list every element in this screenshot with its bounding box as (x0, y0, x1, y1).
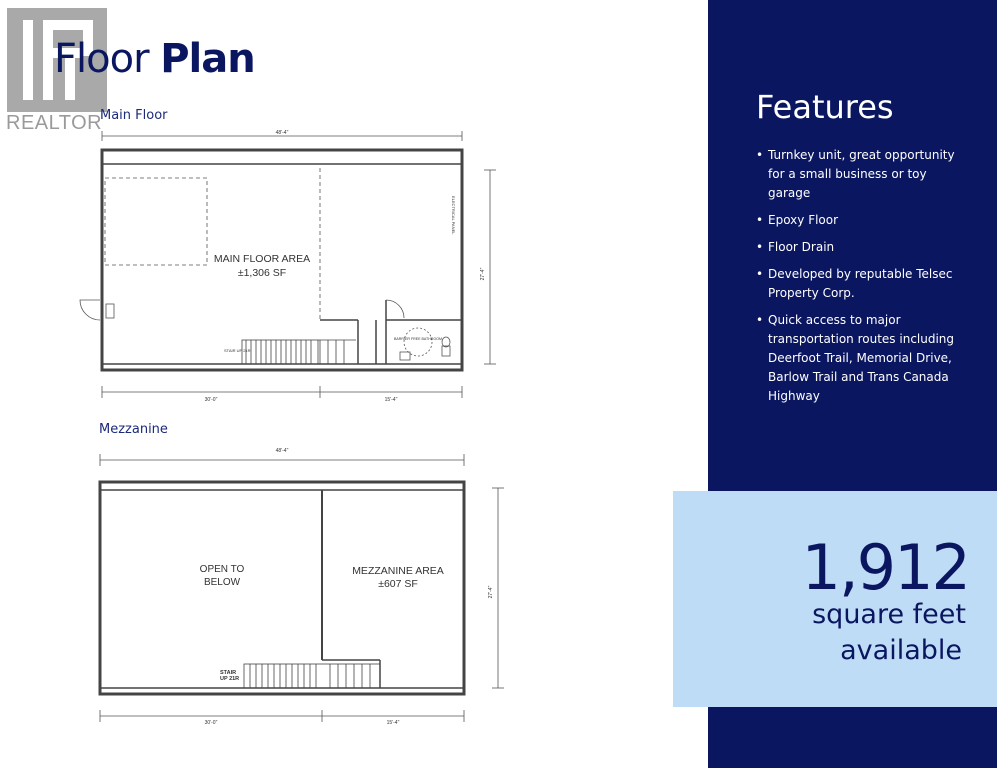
mezz-top-dimension: 48'-4" (275, 448, 289, 454)
main-side-dimension: 27'-4" (480, 267, 486, 281)
feature-item: • Quick access to major transportation routes including Deerfoot Trail, Memorial Drive, Barlow Trail and Trans Canada Highway (756, 311, 966, 406)
mezz-bottom-right-dimension: 15'-4" (386, 720, 400, 726)
square-feet-box (673, 491, 997, 707)
mezz-stair-label-2: UP 21R (220, 676, 240, 682)
feature-item: • Floor Drain (756, 238, 966, 257)
available-label: available (840, 635, 962, 666)
realtor-watermark-text: REALTOR (6, 112, 103, 134)
square-feet-label: square feet (812, 599, 966, 630)
main-floor-area-size: ±1,306 SF (237, 267, 287, 279)
features-list (756, 146, 966, 414)
page-title-bold: Plan (160, 36, 255, 82)
main-floor-label: Main Floor (100, 108, 168, 123)
mezzanine-label: Mezzanine (99, 422, 168, 437)
square-feet-number: 1,912 (801, 531, 969, 604)
main-floor-area-name: MAIN FLOOR AREA (213, 253, 311, 265)
mezz-bottom-left-dimension: 30'-0" (204, 720, 218, 726)
main-stair-label: STAIR UP 21R (224, 348, 251, 353)
mezzanine-plan (70, 444, 510, 728)
feature-item: • Turnkey unit, great opportunity for a small business or toy garage (756, 146, 966, 203)
feature-item: • Epoxy Floor (756, 211, 966, 230)
features-title: Features (756, 88, 894, 126)
mezzanine-area-size: ±607 SF (378, 578, 418, 590)
main-floor-plan (70, 128, 500, 410)
main-bottom-left-dimension: 30'-0" (204, 397, 218, 403)
electrical-panel-label: ELECTRICAL PANEL (451, 196, 456, 235)
bathroom-label: BARRIER FREE BATHROOM (393, 337, 443, 341)
page-title-regular: Floor (54, 36, 161, 82)
mezz-stair-label-1: STAIR (220, 670, 237, 676)
main-stair (242, 340, 356, 364)
main-top-dimension: 48'-4" (275, 130, 289, 136)
mezzanine-area-name: MEZZANINE AREA (352, 565, 444, 577)
main-bottom-right-dimension: 15'-4" (384, 397, 398, 403)
open-to-below-line1: OPEN TO (199, 564, 245, 575)
mezz-stair (244, 664, 380, 688)
mezz-side-dimension: 27'-4" (488, 585, 494, 599)
feature-item: • Developed by reputable Telsec Property Corp. (756, 265, 966, 303)
open-to-below-line2: BELOW (203, 577, 241, 588)
page-title (54, 36, 255, 82)
